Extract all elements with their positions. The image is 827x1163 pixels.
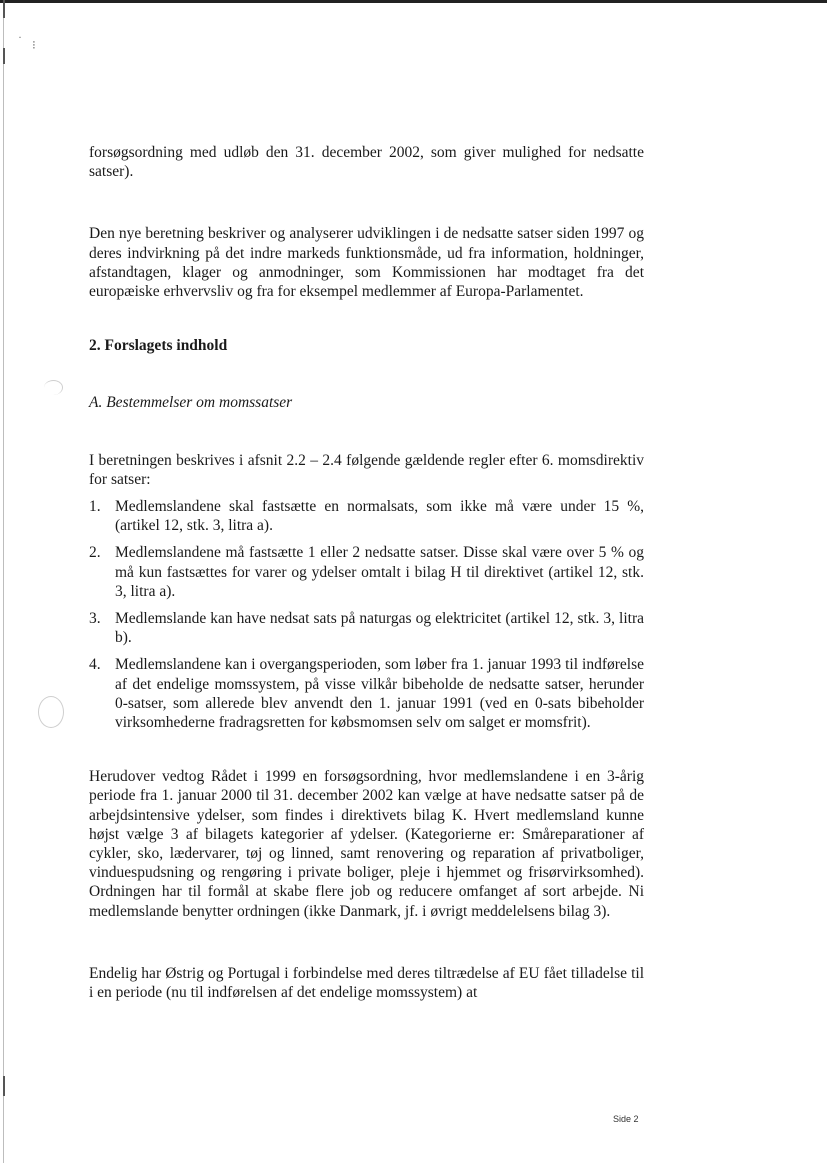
scan-edge-mark	[3, 48, 5, 64]
scan-speck: ⁝	[32, 38, 36, 52]
section-heading: 2. Forslagets indhold	[89, 337, 228, 355]
paragraph-experiment: Herudover vedtog Rådet i 1999 en forsøgsordning, hvor medlemslandene i en 3-årig periode fra 1. januar 2000 til 31. december 2002 kan vælge at have nedsatte satser på de arbejdsintensive ydelser, som findes i direktivets bilag K. Hvert medlemsland kunne højst vælge 3 af bilagets kategorier af ydelser. (Kategorierne er: Småreparationer af cykler, sko, lædervarer, tøj og linned, samt renovering og reparation af privatboliger, vinduespudsning og rengøring i private boliger, pleje i hjemmet og frisørvirksomhed). Ordningen har til formål at skabe flere job og reducere omfanget af sort arbejde. Ni medlemslande benytter ordningen (ikke Danmark, jf. i øvrigt meddelelsens bilag 3).	[89, 768, 644, 920]
list-item-text: Medlemslandene må fastsætte 1 eller 2 nedsatte satser. Disse skal være over 5 % og må kun fastsættes for varer og ydelser omtalt i bilag H til direktivet (artikel 12, stk. 3, litra a).	[115, 544, 644, 600]
page-number: Side 2	[613, 1114, 639, 1124]
list-item-number: 4.	[89, 656, 101, 674]
list-item	[89, 497, 644, 535]
scan-top-edge	[0, 0, 827, 3]
punch-hole-mark	[44, 380, 63, 395]
scan-edge-mark	[3, 1076, 5, 1096]
list-item-text: Medlemslandene skal fastsætte en normalsats, som ikke må være under 15 %, (artikel 12, stk. 3, litra a).	[115, 498, 644, 535]
paragraph-continuation: forsøgsordning med udløb den 31. december 2002, som giver mulighed for nedsatte satser).	[89, 144, 644, 181]
scan-edge-mark	[3, 0, 5, 18]
paragraph-intro: I beretningen beskrives i afsnit 2.2 – 2.4 følgende gældende regler efter 6. momsdirektiv for satser:	[89, 451, 644, 488]
rules-list	[89, 497, 644, 732]
list-item	[89, 609, 644, 647]
list-item	[89, 655, 644, 732]
list-item	[89, 543, 644, 601]
list-item-number: 1.	[89, 498, 101, 516]
subsection-heading: A. Bestemmelser om momssatser	[89, 394, 293, 412]
list-item-number: 3.	[89, 610, 101, 628]
paragraph-report-description: Den nye beretning beskriver og analyserer udviklingen i de nedsatte satser siden 1997 og deres indvirkning på det indre markeds funktionsmåde, ud fra information, holdninger, afstandtagen, klager og anmodninger, som Kommissionen har modtaget fra det europæiske erhvervsliv og fra for eksempel medlemmer af Europa-Parlamentet.	[89, 225, 644, 301]
list-item-text: Medlemslandene kan i overgangsperioden, som løber fra 1. januar 1993 til indførelse af det endelige momssystem, på visse vilkår bibeholde de nedsatte satser, herunder 0-satser, som allerede blev anvendt den 1. januar 1991 (ved en 0-sats bibeholder virksomhederne fradragsretten for købsmomsen selv om salget er momsfrit).	[115, 656, 644, 732]
paragraph-final: Endelig har Østrig og Portugal i forbindelse med deres tiltrædelse af EU fået tilladelse til i en periode (nu til indførelsen af det endelige momssystem) at	[89, 964, 644, 1002]
scan-left-edge	[3, 0, 4, 1163]
list-item-text: Medlemslande kan have nedsat sats på naturgas og elektricitet (artikel 12, stk. 3, litra b).	[115, 610, 644, 647]
document-page	[89, 143, 644, 1002]
scan-speck: ·	[18, 30, 22, 44]
list-item-number: 2.	[89, 544, 101, 562]
punch-hole-mark	[38, 696, 64, 728]
